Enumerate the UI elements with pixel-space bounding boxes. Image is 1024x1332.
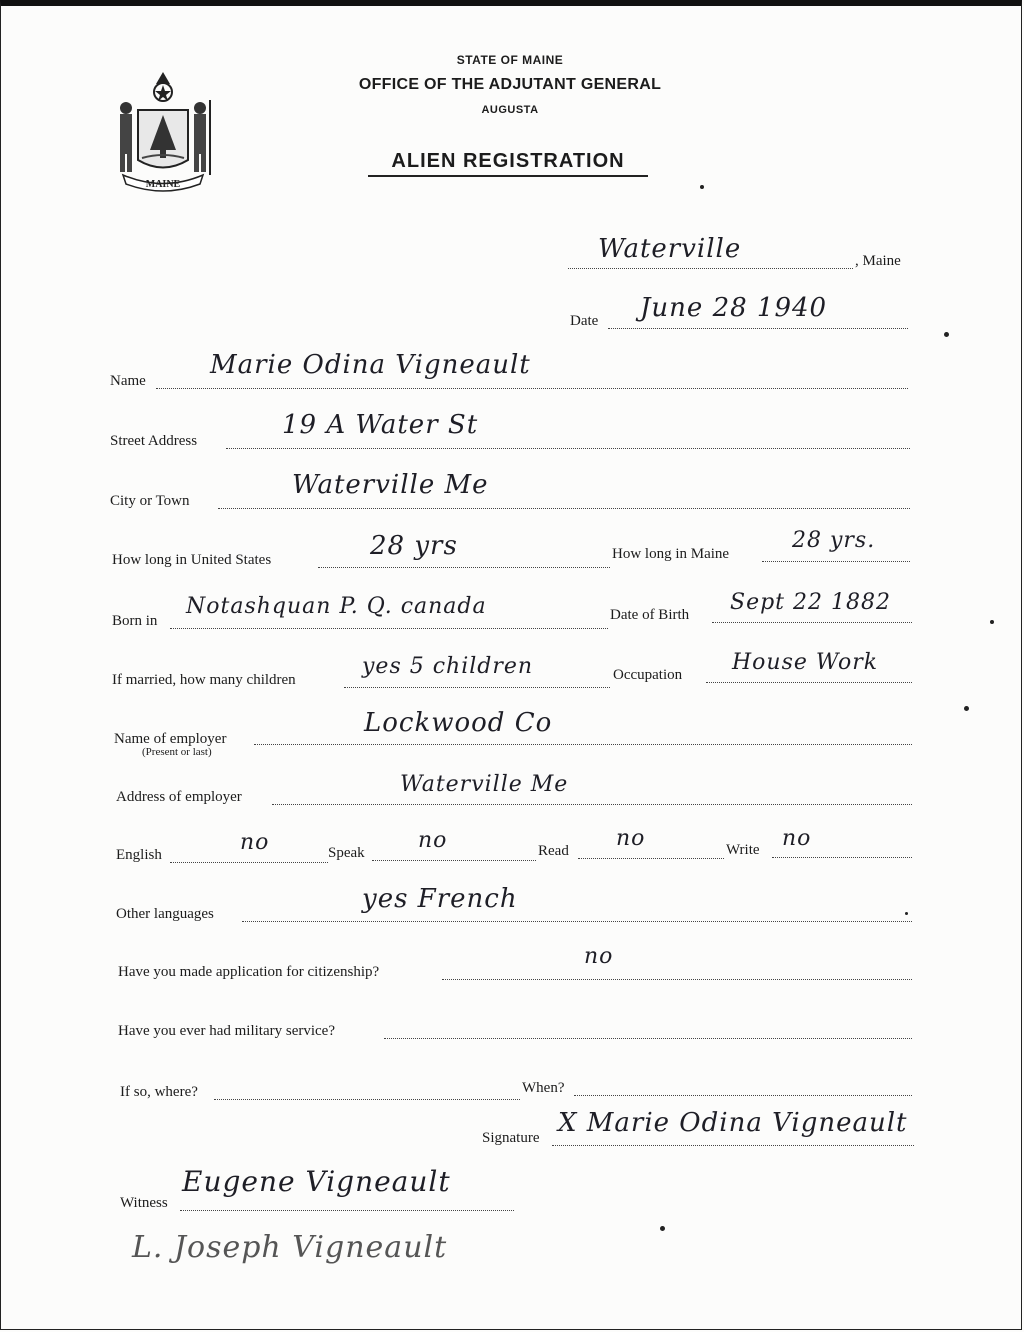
occupation-label: Occupation xyxy=(613,667,683,683)
when-label: When? xyxy=(522,1080,565,1096)
street-value: 19 A Water St xyxy=(282,410,479,440)
maine-duration-line xyxy=(762,561,910,562)
citizenship-line xyxy=(442,979,912,980)
employer-sublabel: (Present or last) xyxy=(142,746,212,758)
signature-label: Signature xyxy=(482,1130,540,1146)
city-value: Waterville Me xyxy=(292,470,489,500)
military-line xyxy=(384,1038,912,1039)
employer-address-label: Address of employer xyxy=(116,789,242,805)
state-heading: STATE OF MAINE xyxy=(456,53,564,67)
us-duration-label: How long in United States xyxy=(112,552,272,568)
maine-duration-value: 28 yrs. xyxy=(792,528,876,553)
ink-speck xyxy=(964,706,969,711)
citizenship-value: no xyxy=(584,944,614,969)
other-languages-line xyxy=(242,921,912,922)
dob-label: Date of Birth xyxy=(610,607,690,623)
english-line xyxy=(170,862,328,863)
date-label: Date xyxy=(570,313,599,329)
street-line xyxy=(226,448,910,449)
citizenship-label: Have you made application for citizenship? xyxy=(118,964,380,980)
children-value: yes 5 children xyxy=(362,654,534,679)
place-suffix: , Maine xyxy=(855,253,901,269)
city-heading: AUGUSTA xyxy=(481,104,539,116)
seal-scroll-text: MAINE xyxy=(145,179,181,190)
military-label: Have you ever had military service? xyxy=(118,1023,335,1039)
name-line xyxy=(156,388,908,389)
name-label: Name xyxy=(110,373,146,389)
dob-value: Sept 22 1882 xyxy=(730,590,891,615)
speak-value: no xyxy=(418,828,448,853)
employer-value: Lockwood Co xyxy=(364,708,553,738)
office-heading: OFFICE OF THE ADJUTANT GENERAL xyxy=(358,76,662,93)
city-label: City or Town xyxy=(110,493,190,509)
dob-line xyxy=(712,622,912,623)
read-line xyxy=(578,858,724,859)
employer-label: Name of employer xyxy=(114,731,227,747)
place-value: Waterville xyxy=(598,234,742,264)
children-line xyxy=(344,687,610,688)
employer-address-line xyxy=(272,804,912,805)
read-value: no xyxy=(616,826,646,851)
born-label: Born in xyxy=(112,613,158,629)
ink-speck xyxy=(700,185,704,189)
write-value: no xyxy=(782,826,812,851)
born-line xyxy=(170,628,608,629)
ink-speck xyxy=(905,912,908,915)
signature-line xyxy=(552,1145,914,1146)
us-duration-line xyxy=(318,567,610,568)
place-line xyxy=(568,268,853,269)
maine-state-seal xyxy=(108,70,218,195)
occupation-line xyxy=(706,682,912,683)
ink-speck xyxy=(660,1226,665,1231)
date-value: June 28 1940 xyxy=(640,293,828,323)
write-line xyxy=(772,857,912,858)
signature-value: X Marie Odina Vigneault xyxy=(558,1108,908,1138)
employer-line xyxy=(254,744,912,745)
born-value: Notashquan P. Q. canada xyxy=(186,594,487,619)
name-value: Marie Odina Vigneault xyxy=(210,350,531,380)
read-label: Read xyxy=(538,843,569,859)
speak-line xyxy=(372,860,536,861)
where-line xyxy=(214,1099,520,1100)
write-label: Write xyxy=(726,842,760,858)
other-languages-value: yes French xyxy=(362,884,518,914)
children-label: If married, how many children xyxy=(112,672,296,688)
english-label: English xyxy=(116,847,162,863)
witness-line xyxy=(180,1210,514,1211)
when-line xyxy=(574,1095,912,1096)
date-line xyxy=(608,328,908,329)
second-witness-signature: L. Joseph Vigneault xyxy=(132,1230,448,1265)
witness-signature: Eugene Vigneault xyxy=(182,1165,451,1198)
ink-speck xyxy=(944,332,949,337)
form-title: ALIEN REGISTRATION xyxy=(368,150,648,177)
city-line xyxy=(218,508,910,509)
street-label: Street Address xyxy=(110,433,198,449)
ink-speck xyxy=(990,620,994,624)
us-duration-value: 28 yrs xyxy=(370,531,458,561)
english-value: no xyxy=(240,830,270,855)
other-languages-label: Other languages xyxy=(116,906,214,922)
witness-label: Witness xyxy=(120,1195,168,1211)
speak-label: Speak xyxy=(328,845,365,861)
where-label: If so, where? xyxy=(120,1084,198,1100)
occupation-value: House Work xyxy=(732,650,879,675)
employer-address-value: Waterville Me xyxy=(400,772,569,797)
maine-duration-label: How long in Maine xyxy=(612,546,730,562)
